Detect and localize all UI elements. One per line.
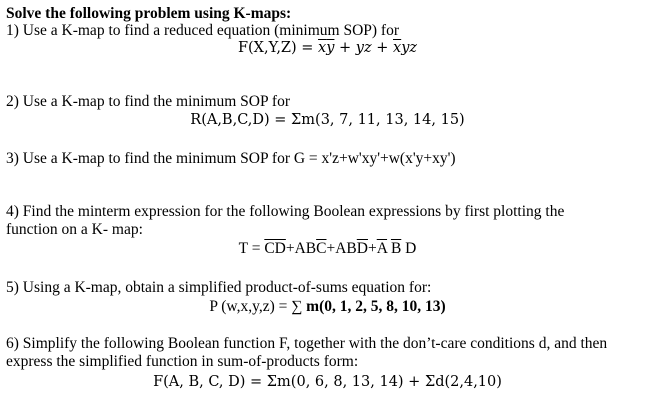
problem-set-title: Solve the following problem using K-maps:	[6, 5, 292, 22]
question-4-text-line-2: function on a K- map:	[6, 221, 143, 238]
question-1-equation: $F(X,Y,Z) = \overline{x}\overline{y}$ + yz + $\overline{x}yz$	[237, 40, 418, 56]
question-6-text-line-2: express the simplified function in sum-of-products form:	[6, 353, 359, 370]
question-2-text: 2) Use a K-map to find the minimum SOP for	[6, 93, 290, 110]
question-4-text-line-1: 4) Find the minterm expression for the following Boolean expressions by first plotting the	[6, 203, 565, 220]
question-6-equation: F(A, B, C, D) = Σm(0, 6, 8, 13, 14) + Σd(2,4,10)	[153, 374, 502, 390]
question-2-equation: R(A,B,C,D) = Σm(3, 7, 11, 13, 14, 15)	[190, 112, 465, 128]
question-5-equation: P (w,x,y,z) = ∑ m(0, 1, 2, 5, 8, 10, 13)	[209, 298, 446, 315]
question-4-equation: $T = \overline{CD}+AB\overline{C}+AB\overline{D}+\overline{A}$ $\overline{B}$ D	[238, 240, 417, 257]
question-3-text: 3) Use a K-map to find the minimum SOP for G = x'z+w'xy'+w(x'y+xy')	[6, 150, 456, 167]
question-5-text: 5) Using a K-map, obtain a simplified product-of-sums equation for:	[6, 279, 432, 296]
question-6-text-line-1: 6) Simplify the following Boolean function F, together with the don’t-care conditions d, and then	[6, 335, 608, 352]
question-1-text: 1) Use a K-map to find a reduced equation (minimum SOP) for	[6, 22, 400, 39]
